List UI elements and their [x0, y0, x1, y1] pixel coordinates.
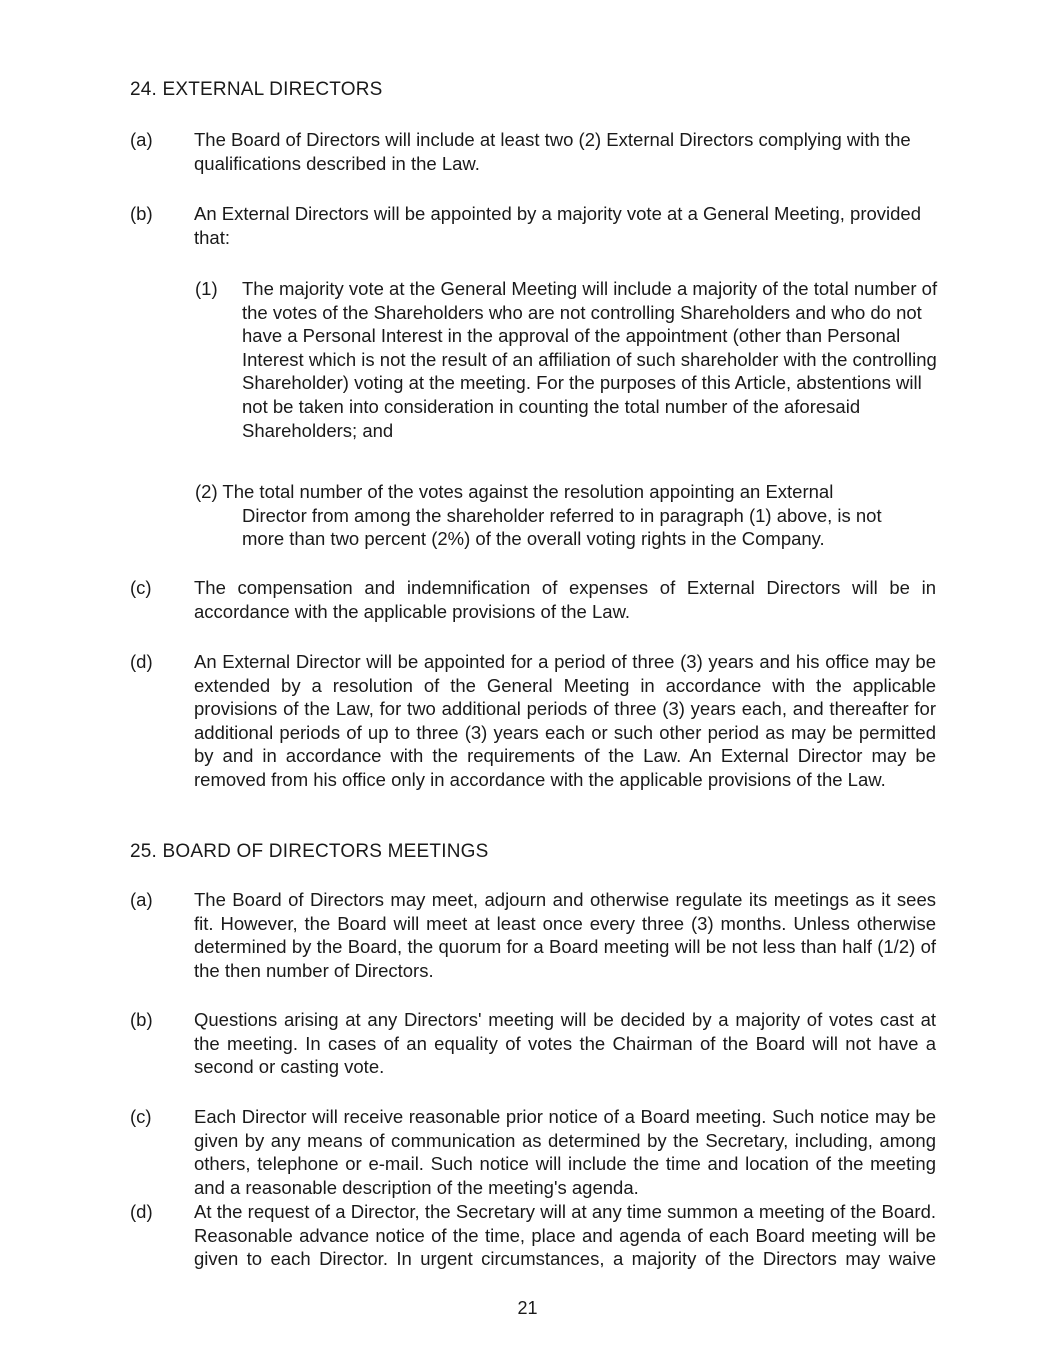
- page-number: 21: [517, 1298, 538, 1318]
- section-24-b-1-label: (1): [195, 278, 218, 299]
- section-25-b-text: Questions arising at any Directors' meeting will be decided by a majority of votes cast at the meeting. In cases of an equality of votes the Chairman of the Board will not have a second or casting vote.: [194, 1009, 936, 1078]
- section-25-a-text: The Board of Directors may meet, adjourn and otherwise regulate its meetings as it sees fit. However, the Board will meet at least once every three (3) months. Unless otherwise determined by the Board, the quorum for a Board meeting will be not less than half (1/2) of the then number of Directors.: [194, 889, 936, 981]
- section-25-c-label: (c): [130, 1106, 152, 1127]
- section-25-a-label: (a): [130, 889, 153, 910]
- section-25-heading: 25. BOARD OF DIRECTORS MEETINGS: [130, 841, 489, 862]
- section-25-b-label: (b): [130, 1009, 153, 1030]
- section-24-a-label: (a): [130, 129, 153, 150]
- section-24-b-1-text: The majority vote at the General Meeting will include a majority of the total number of the votes of the Shareholders who are not controlling Shareholders and who do not have a Personal Interest in the approval of the appointment (other than Personal Interest which is not the result of an affiliation of such shareholder with the controlling Shareholder) voting at the meeting. For the purposes of this Article, abstentions will not be taken into consideration in counting the total number of the aforesaid Shareholders; and: [242, 278, 938, 441]
- section-24-c-text: The compensation and indemnification of expenses of External Directors will be in accordance with the applicable provisions of the Law.: [194, 577, 936, 622]
- section-24-a-text: The Board of Directors will include at least two (2) External Directors complying with the qualifications described in the Law.: [194, 129, 911, 174]
- section-24-d-label: (d): [130, 651, 153, 672]
- section-25-d-label: (d): [130, 1201, 153, 1222]
- section-25-d-text: At the request of a Director, the Secretary will at any time summon a meeting of the Board. Reasonable advance notice of the time, place and agenda of each Board meeting will be given to each Director. In urgent circumstances, a majority of the Directors may waive: [194, 1201, 936, 1270]
- section-24-b-text: An External Directors will be appointed by a majority vote at a General Meeting, provided that:: [194, 203, 922, 248]
- section-24-d-text: An External Director will be appointed for a period of three (3) years and his office may be extended by a resolution of the General Meeting in accordance with the applicable provisions of the Law, for two additional periods of three (3) years each, and thereafter for additional periods of up to three (3) years each or such other period as may be permitted by and in accordance with the requirements of the Law. An External Director may be removed from his office only in accordance with the applicable provisions of the Law.: [194, 651, 936, 790]
- section-24-c-label: (c): [130, 577, 152, 598]
- section-25-c-text: Each Director will receive reasonable prior notice of a Board meeting. Such notice may be given by any means of communication as determined by the Secretary, including, among others, telephone or e-mail. Such notice will include the time and location of the meeting and a reasonable description of the meeting's agenda.: [194, 1106, 936, 1198]
- section-24-b-2-text: (2) The total number of the votes against the resolution appointing an External Director from among the shareholder referred to in paragraph (1) above, is not more than two percent (2%) of the overall voting rights in the Company.: [195, 481, 882, 550]
- section-24-b-label: (b): [130, 203, 153, 224]
- section-24-heading: 24. EXTERNAL DIRECTORS: [130, 79, 383, 100]
